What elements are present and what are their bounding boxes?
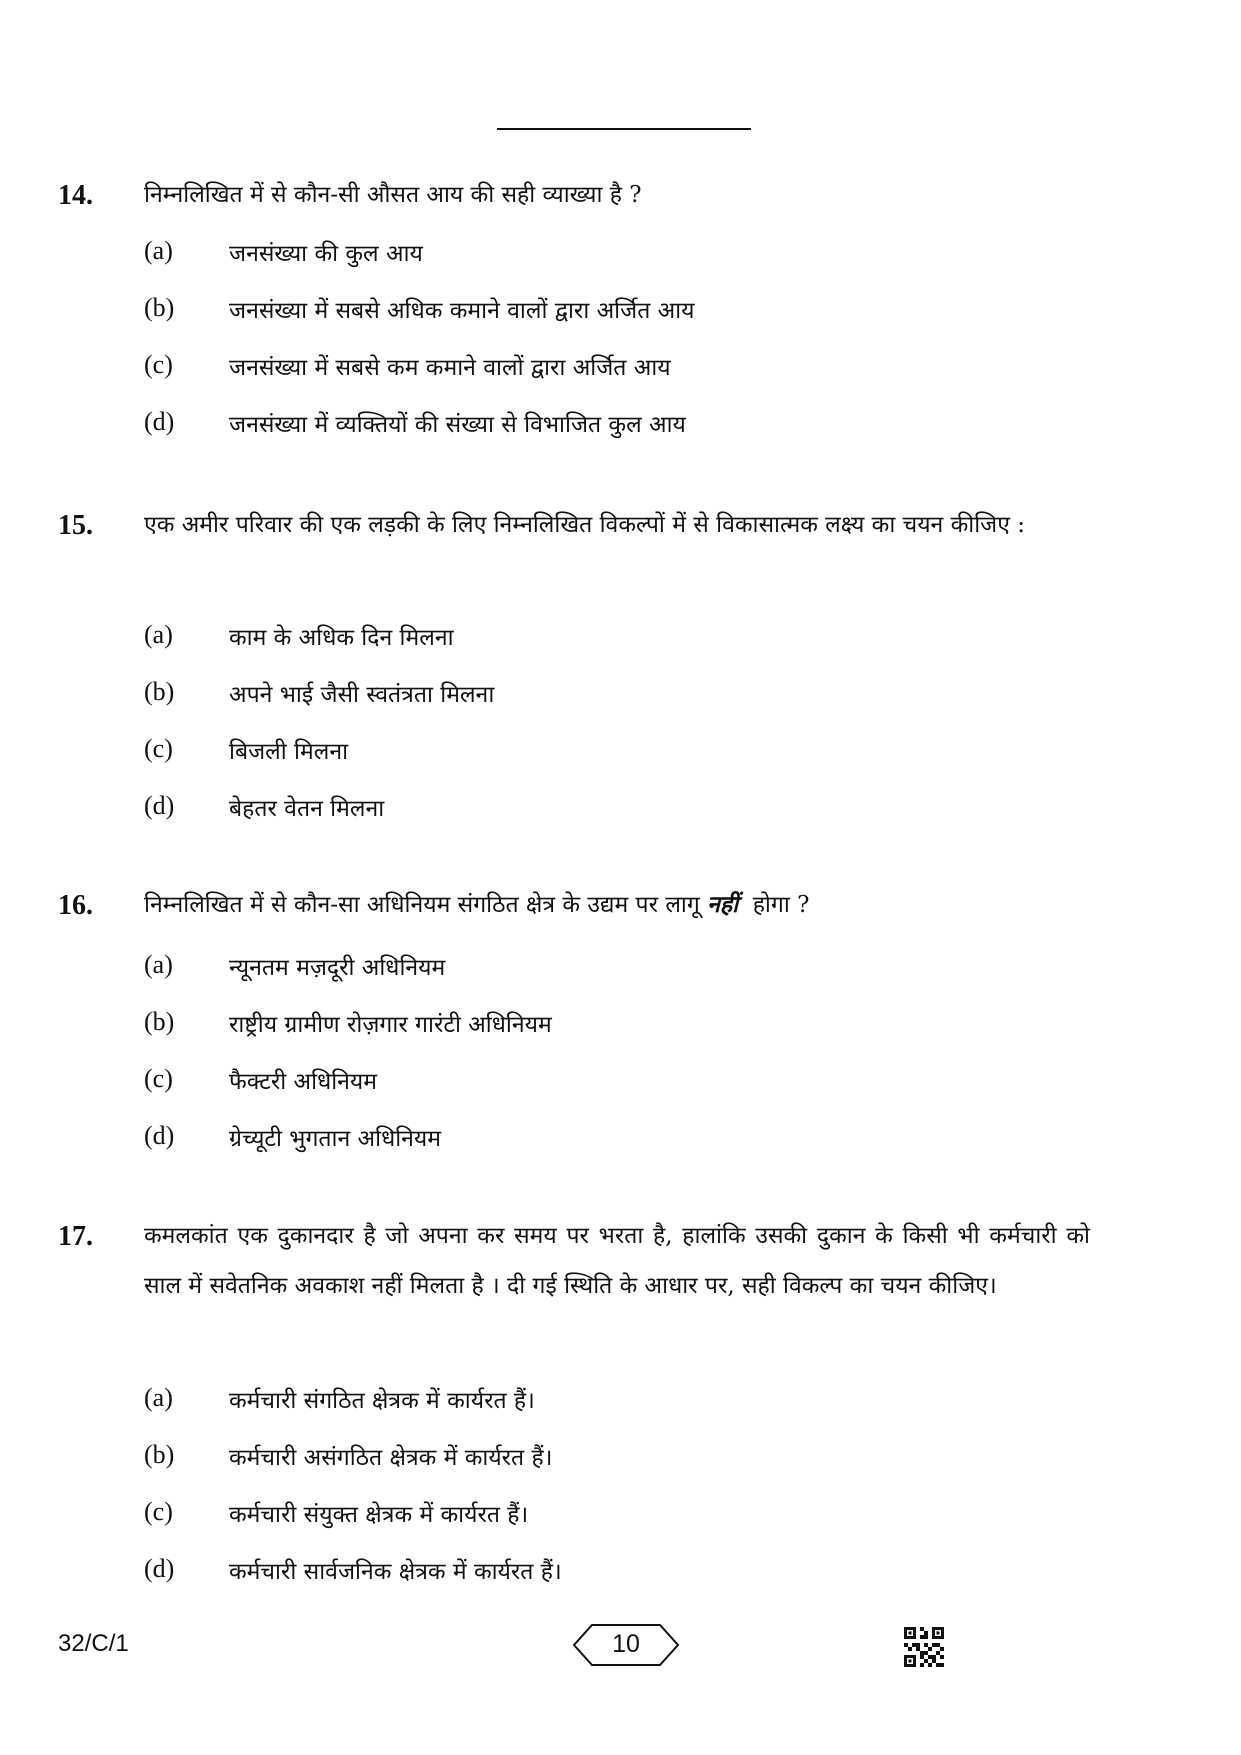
option-14-c[interactable] (0, 350, 1241, 390)
option-label: (b) (144, 1007, 175, 1036)
option-label: (c) (144, 1497, 173, 1526)
option-text: राष्ट्रीय ग्रामीण रोज़गार गारंटी अधिनियम (229, 1012, 552, 1038)
qr-code-icon (904, 1627, 944, 1667)
option-text: जनसंख्या की कुल आय (229, 241, 423, 267)
option-text: कर्मचारी असंगठित क्षेत्रक में कार्यरत हैं। (229, 1445, 553, 1471)
option-16-d[interactable] (0, 1121, 1241, 1161)
option-text: जनसंख्या में व्यक्तियों की संख्या से विभाजित कुल आय (229, 412, 686, 438)
question-number: 14. (58, 180, 93, 211)
page-number-badge (572, 1623, 680, 1667)
question-text: निम्नलिखित में से कौन-सी औसत आय की सही व्याख्या है ? (144, 182, 642, 208)
option-text: काम के अधिक दिन मिलना (229, 625, 454, 651)
option-14-d[interactable] (0, 407, 1241, 447)
option-text: कर्मचारी संयुक्त क्षेत्रक में कार्यरत हैं। (229, 1502, 529, 1528)
option-label: (a) (144, 620, 173, 649)
option-16-c[interactable] (0, 1064, 1241, 1104)
option-label: (d) (144, 407, 175, 436)
option-label: (a) (144, 1383, 173, 1412)
option-label: (d) (144, 1554, 175, 1583)
option-text: अपने भाई जैसी स्वतंत्रता मिलना (229, 682, 495, 708)
option-15-c[interactable] (0, 734, 1241, 774)
option-label: (b) (144, 293, 175, 322)
option-text: फैक्टरी अधिनियम (229, 1069, 378, 1095)
option-text: ग्रेच्यूटी भुगतान अधिनियम (229, 1126, 442, 1152)
option-15-b[interactable] (0, 677, 1241, 717)
option-17-d[interactable] (0, 1554, 1241, 1594)
option-14-b[interactable] (0, 293, 1241, 333)
option-label: (b) (144, 1440, 175, 1469)
question-number: 17. (58, 1221, 93, 1252)
option-17-c[interactable] (0, 1497, 1241, 1537)
question-text: कमलकांत एक दुकानदार है जो अपना कर समय पर भरता है, हालांकि उसकी दुकान के किसी भी कर्मचारी को साल में सवेतनिक अवकाश नहीं मिलता है । दी गई स्थिति के आधार पर, सही विकल्प का चयन कीजिए। (144, 1223, 1090, 1299)
page-number: 10 (612, 1630, 640, 1658)
paper-code: 32/C/1 (58, 1630, 129, 1657)
question-emphasis: नहीं (707, 891, 739, 918)
option-label: (c) (144, 734, 173, 763)
option-label: (d) (144, 791, 175, 820)
option-text: न्यूनतम मज़दूरी अधिनियम (229, 955, 446, 981)
option-14-a[interactable] (0, 236, 1241, 276)
top-divider (497, 128, 751, 130)
option-text: जनसंख्या में सबसे अधिक कमाने वालों द्वारा अर्जित आय (229, 298, 695, 324)
question-text (144, 880, 1090, 930)
option-label: (a) (144, 236, 173, 265)
option-text: कर्मचारी संगठित क्षेत्रक में कार्यरत हैं। (229, 1388, 535, 1414)
option-label: (c) (144, 1064, 173, 1093)
option-17-b[interactable] (0, 1440, 1241, 1480)
option-label: (a) (144, 950, 173, 979)
option-label: (d) (144, 1121, 175, 1150)
question-number: 15. (58, 510, 93, 541)
question-number: 16. (58, 890, 93, 921)
option-17-a[interactable] (0, 1383, 1241, 1423)
option-text: जनसंख्या में सबसे कम कमाने वालों द्वारा अर्जित आय (229, 355, 671, 381)
option-label: (b) (144, 677, 175, 706)
option-text: बेहतर वेतन मिलना (229, 796, 385, 822)
option-text: कर्मचारी सार्वजनिक क्षेत्रक में कार्यरत हैं। (229, 1559, 562, 1585)
question-text-start: निम्नलिखित में से कौन-सा अधिनियम संगठित क्षेत्र के उद्यम पर लागू (144, 892, 700, 918)
option-15-a[interactable] (0, 620, 1241, 660)
option-16-a[interactable] (0, 950, 1241, 990)
question-text-end: होगा ? (752, 892, 810, 918)
option-16-b[interactable] (0, 1007, 1241, 1047)
question-text: एक अमीर परिवार की एक लड़की के लिए निम्नलिखित विकल्पों में से विकासात्मक लक्ष्य का चयन कीजिए : (144, 512, 1026, 538)
option-text: बिजली मिलना (229, 739, 349, 765)
option-label: (c) (144, 350, 173, 379)
option-15-d[interactable] (0, 791, 1241, 831)
